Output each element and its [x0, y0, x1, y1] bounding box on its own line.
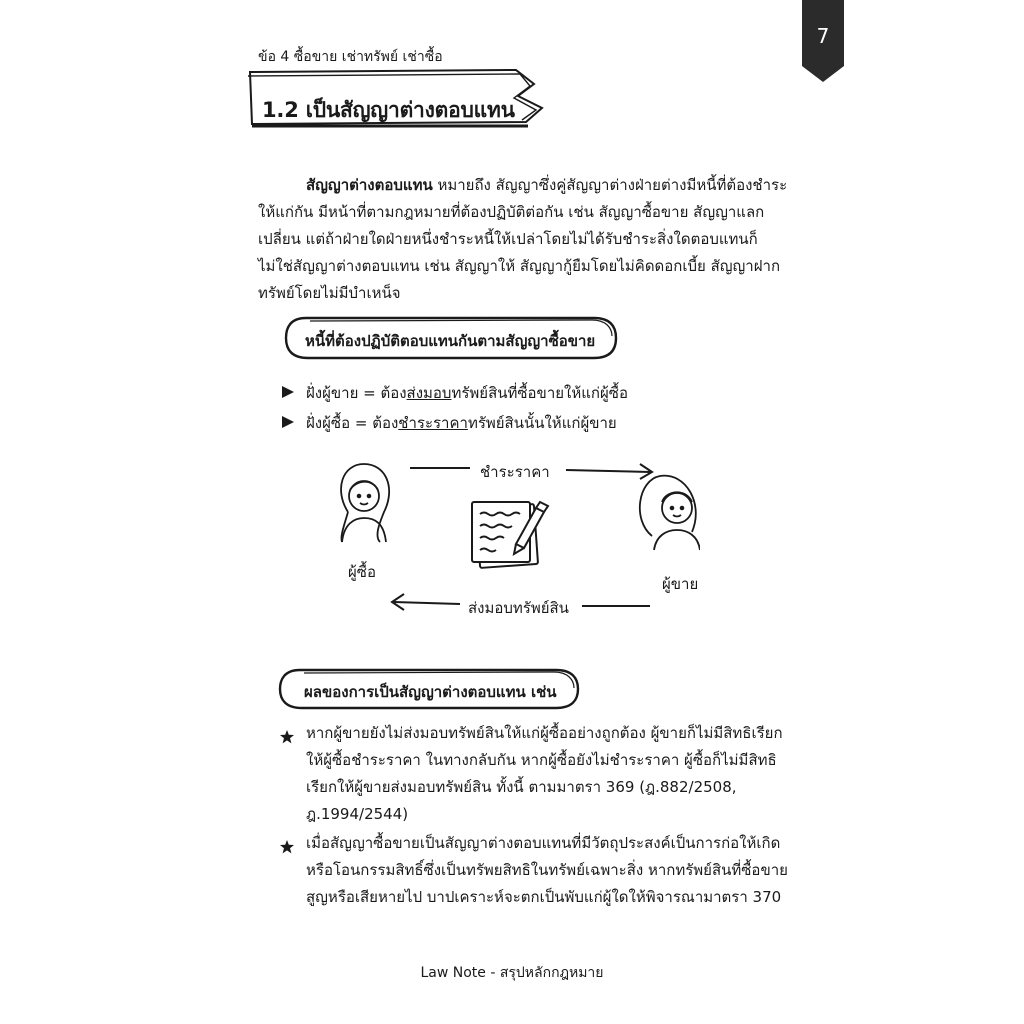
- star-bullet-icon: [280, 720, 306, 828]
- section-title: 1.2 เป็นสัญญาต่างตอบแทน: [262, 98, 515, 122]
- exchange-diagram: [320, 450, 700, 630]
- star-bullet-icon: [280, 830, 306, 911]
- seller-label: ผู้ขาย: [662, 575, 699, 593]
- buyer-label: ผู้ซื้อ: [348, 563, 376, 581]
- buyer-person-icon: [341, 464, 389, 542]
- duty-item-buyer: ฝั่งผู้ซื้อ = ต้อง ชำระราคา ทรัพย์สินนั้นให้แก่ผู้ขาย: [282, 408, 628, 438]
- effects-heading: ผลของการเป็นสัญญาต่างตอบแทน เช่น: [304, 683, 557, 701]
- bottom-arrow-label: ส่งมอบทรัพย์สิน: [468, 599, 569, 617]
- triangle-bullet-icon: [282, 414, 306, 432]
- intro-text: หมายถึง สัญญาซึ่งคู่สัญญาต่างฝ่ายต่างมีหนี้ที่ต้องชำระให้แก่กัน มีหน้าที่ตามกฎหมายที่ต้องปฏิบัติต่อกัน เช่น สัญญาซื้อขาย สัญญาแลกเปลี่ยน แต่ถ้าฝ่ายใดฝ่ายหนึ่งชำระหนี้ให้เปล่าโดยไม่ได้รับชำระสิ่งใดตอบแทนก็ไม่ใช่สัญญาต่างตอบแทน เช่น สัญญาให้ สัญญากู้ยืมโดยไม่คิดดอกเบี้ย สัญญาฝากทรัพย์โดยไม่มีบำเหน็จ: [258, 176, 788, 302]
- duties-heading: หนี้ที่ต้องปฏิบัติตอบแทนกันตามสัญญาซื้อขาย: [305, 332, 596, 350]
- top-arrow-label: ชำระราคา: [480, 463, 550, 481]
- page-number: 7: [816, 24, 830, 48]
- intro-term: สัญญาต่างตอบแทน: [306, 176, 433, 194]
- triangle-bullet-icon: [282, 384, 306, 402]
- seller-person-icon: [640, 476, 700, 550]
- duty-item-seller: ฝั่งผู้ขาย = ต้อง ส่งมอบ ทรัพย์สินที่ซื้อขายให้แก่ผู้ซื้อ: [282, 378, 628, 408]
- page-footer: Law Note - สรุปหลักกฎหมาย: [420, 965, 604, 981]
- intro-paragraph: [258, 172, 792, 307]
- running-head: ข้อ 4 ซื้อขาย เช่าทรัพย์ เช่าซื้อ: [258, 49, 443, 65]
- effect-item: หากผู้ขายยังไม่ส่งมอบทรัพย์สินให้แก่ผู้ซื้ออย่างถูกต้อง ผู้ขายก็ไม่มีสิทธิเรียกให้ผู้ซื้อชำระราคา ในทางกลับกัน หากผู้ซื้อยังไม่ชำระราคา ผู้ซื้อก็ไม่มีสิทธิเรียกให้ผู้ขายส่งมอบทรัพย์สิน ทั้งนี้ ตามมาตรา 369 (ฎ.882/2508, ฎ.1994/2544): [280, 720, 794, 828]
- effects-list: [280, 720, 794, 913]
- effect-item: เมื่อสัญญาซื้อขายเป็นสัญญาต่างตอบแทนที่มีวัตถุประสงค์เป็นการก่อให้เกิดหรือโอนกรรมสิทธิ์ซึ่งเป็นทรัพยสิทธิในทรัพย์เฉพาะสิ่ง หากทรัพย์สินที่ซื้อขายสูญหรือเสียหายไป บาปเคราะห์จะตกเป็นพับแก่ผู้ใดให้พิจารณามาตรา 370: [280, 830, 794, 911]
- duties-list: [282, 378, 628, 438]
